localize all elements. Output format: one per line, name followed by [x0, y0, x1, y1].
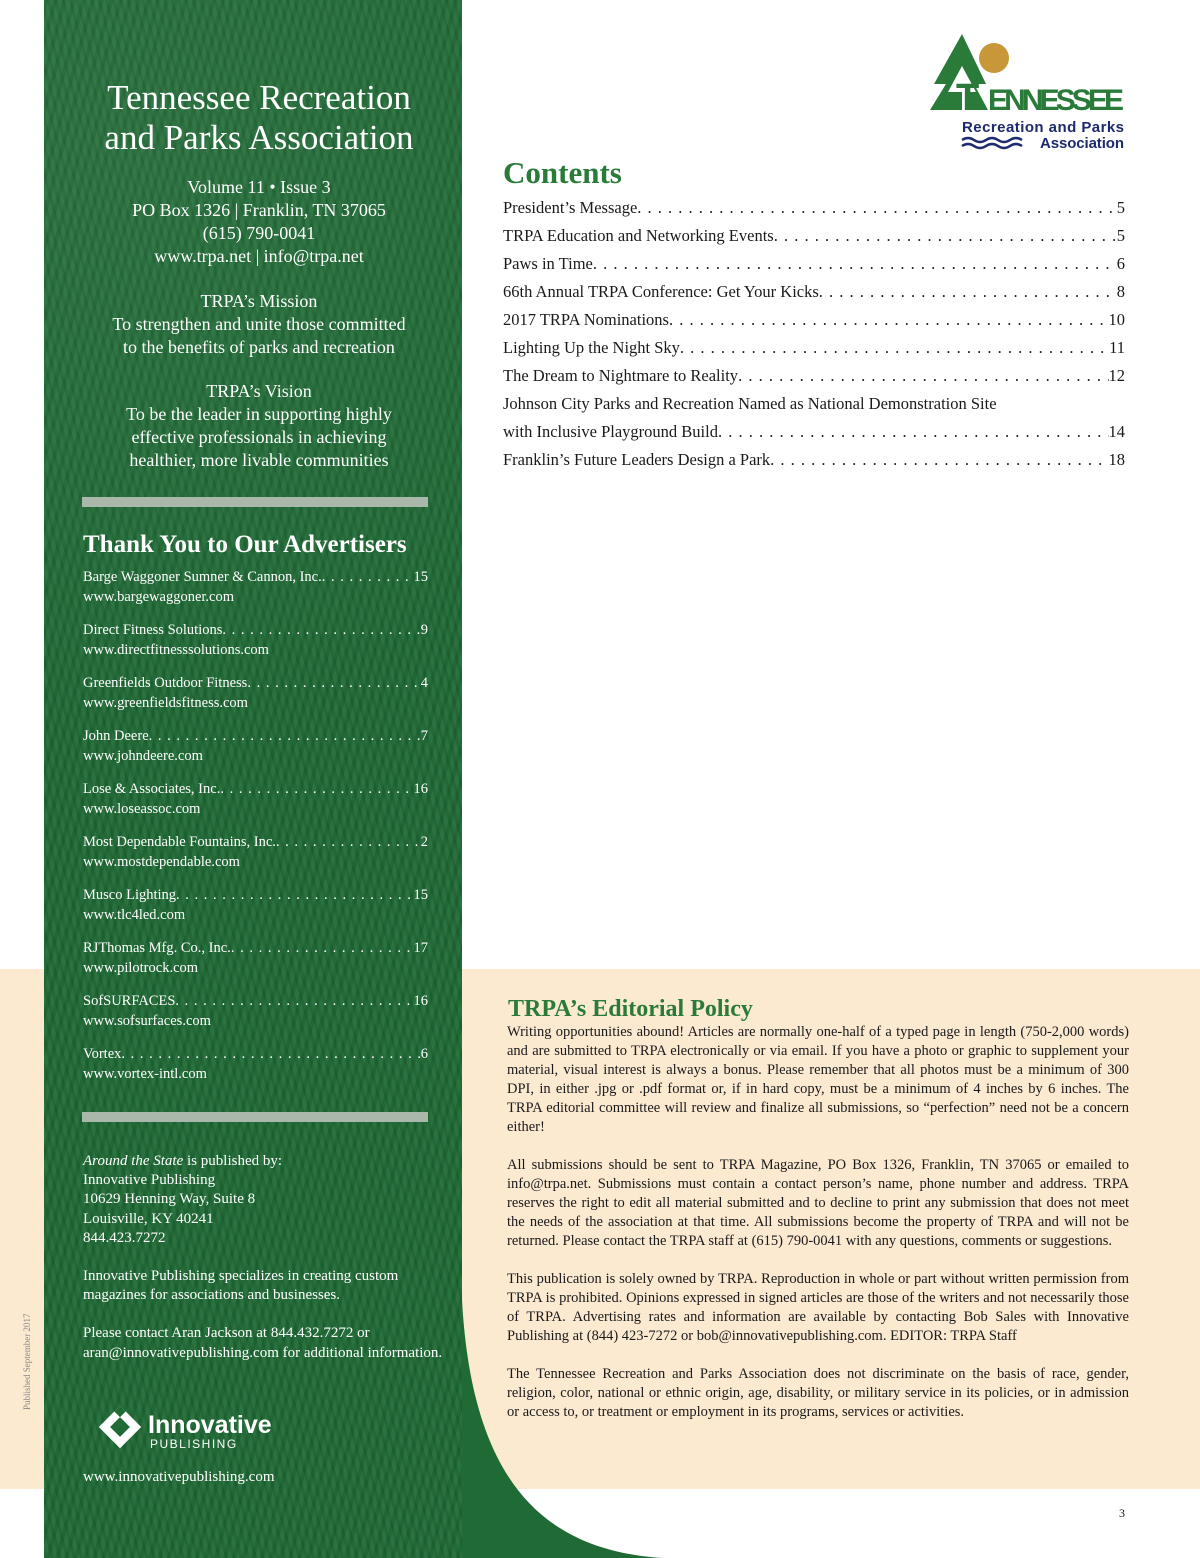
dot-leader	[276, 832, 421, 852]
advertiser-page: 6	[420, 1046, 428, 1062]
advertiser-name: SofSURFACES	[83, 993, 176, 1009]
publisher-street: 10629 Henning Way, Suite 8	[83, 1191, 256, 1208]
advertisers-list	[83, 567, 428, 1097]
advertiser-name: Most Dependable Fountains, Inc.	[83, 834, 276, 850]
advertiser-url[interactable]: www.johndeere.com	[83, 748, 203, 764]
dot-leader	[220, 779, 413, 799]
svg-text:ENNESSEE: ENNESSEE	[988, 84, 1124, 117]
mission-block: TRPA’s Mission To strengthen and unite those committed to the benefits of parks and recreation	[44, 290, 474, 359]
advertiser-page: 9	[420, 622, 428, 638]
org-address: PO Box 1326 | Franklin, TN 37065	[132, 200, 386, 220]
contents-item-title: Franklin’s Future Leaders Design a Park	[503, 450, 771, 469]
dot-leader	[637, 196, 1116, 220]
dot-leader	[738, 364, 1108, 388]
publisher-url[interactable]: www.innovativepublishing.com	[83, 1469, 275, 1485]
contents-item-page: 5	[1116, 198, 1125, 217]
advertiser-name: Musco Lighting	[83, 887, 177, 903]
svg-text:PUBLISHING: PUBLISHING	[150, 1437, 238, 1451]
advertiser-page: 15	[413, 887, 428, 903]
contents-item-page: 6	[1116, 254, 1125, 273]
contents-item-title: TRPA Education and Networking Events	[503, 226, 774, 245]
svg-text:Association: Association	[1040, 135, 1124, 152]
editorial-paragraph: The Tennessee Recreation and Parks Association does not discriminate on the basis of race, gender, religion, color, national or ethnic origin, age, disability, or military service in its policies, or in admission or access to, or treatment or employment in its programs, services or activities.	[507, 1366, 1129, 1420]
advertiser-name: John Deere	[83, 728, 149, 744]
advertiser-page: 4	[420, 675, 428, 691]
contents-item-title: President’s Message	[503, 198, 638, 217]
contents-item-page: 5	[1116, 226, 1125, 245]
advertiser-row	[83, 779, 428, 799]
advertiser-page: 2	[420, 834, 428, 850]
contents-item[interactable]	[503, 308, 1125, 336]
magazine-title: Around the State	[83, 1153, 184, 1169]
dot-leader	[770, 448, 1108, 472]
contents-item-page: 11	[1109, 338, 1125, 357]
dot-leader	[680, 336, 1109, 360]
advertiser-item	[83, 885, 428, 938]
contents-item[interactable]	[503, 224, 1125, 252]
dot-leader	[774, 224, 1117, 248]
advertiser-item	[83, 673, 428, 726]
water-icon	[962, 138, 1022, 148]
advertiser-page: 16	[413, 781, 428, 797]
contents-item-title: with Inclusive Playground Build	[503, 422, 718, 441]
advertiser-name: RJThomas Mfg. Co., Inc.	[83, 940, 231, 956]
page-number: 3	[1119, 1506, 1125, 1520]
advertiser-url[interactable]: www.loseassoc.com	[83, 801, 201, 817]
advertiser-row	[83, 673, 428, 693]
org-contact	[44, 176, 474, 268]
contents-item-page: 14	[1108, 422, 1125, 441]
contents-item[interactable]	[503, 280, 1125, 308]
advertiser-page: 15	[413, 569, 428, 585]
dot-leader	[176, 885, 413, 905]
publisher-specializes: Innovative Publishing specializes in creating custom magazines for associations and businesses.	[83, 1268, 399, 1304]
contents-item[interactable]	[503, 252, 1125, 280]
dot-leader	[819, 280, 1117, 304]
advertiser-row	[83, 1044, 428, 1064]
advertiser-item	[83, 832, 428, 885]
advertiser-page: 17	[413, 940, 428, 956]
contents-item[interactable]	[503, 364, 1125, 392]
advertiser-name: Direct Fitness Solutions	[83, 622, 223, 638]
contents-item-title: Lighting Up the Night Sky	[503, 338, 680, 357]
advertiser-item	[83, 991, 428, 1044]
advertiser-row	[83, 938, 428, 958]
volume-issue: Volume 11 • Issue 3	[187, 177, 331, 197]
dot-leader	[231, 938, 414, 958]
svg-text:Recreation and Parks: Recreation and Parks	[962, 119, 1124, 136]
contents-item-title: 2017 TRPA Nominations	[503, 310, 669, 329]
trpa-logo	[928, 34, 1128, 154]
contents-item[interactable]	[503, 420, 1125, 448]
editorial-paragraph: Writing opportunities abound! Articles are normally one-half of a typed page in length (750-2,000 words) and are submitted to TRPA electronically or via email. If you have a photo or graphic to supplement your material, visual interest is always a bonus. Please remember that all photos must be a minimum of 300 DPI, in either .jpg or .pdf format or, if in hard copy, must be a minimum of 4 inches by 6 inches. The TRPA editorial committee will review and finalize all submissions, so “perfection” need not be a concern either!	[507, 1024, 1129, 1135]
contents-list	[503, 196, 1125, 476]
advertiser-row	[83, 726, 428, 746]
sun-icon	[979, 43, 1009, 73]
dot-leader	[669, 308, 1109, 332]
dot-leader	[718, 420, 1109, 444]
advertiser-item	[83, 726, 428, 779]
divider	[82, 1112, 428, 1122]
vision-block: TRPA’s Vision To be the leader in supporting highly effective professionals in achieving healthier, more livable communities	[44, 380, 474, 472]
contents-item[interactable]	[503, 392, 1125, 420]
advertiser-item	[83, 1044, 428, 1097]
contents-item-title: 66th Annual TRPA Conference: Get Your Kicks	[503, 282, 819, 301]
publisher-name: Innovative Publishing	[83, 1172, 216, 1189]
contents-item-title: Paws in Time	[503, 254, 593, 273]
svg-text:T: T	[956, 77, 980, 119]
contents-item-page: 10	[1108, 310, 1125, 329]
advertiser-row	[83, 832, 428, 852]
contents-item-title: Johnson City Parks and Recreation Named as National Demonstration Site	[503, 394, 997, 413]
dot-leader	[593, 252, 1117, 276]
contents-item-page: 8	[1116, 282, 1125, 301]
advertiser-name: Vortex	[83, 1046, 122, 1062]
innovative-publishing-logo	[96, 1403, 296, 1453]
advertiser-page: 7	[420, 728, 428, 744]
advertiser-item	[83, 567, 428, 620]
contents-item[interactable]	[503, 448, 1125, 476]
dot-leader	[149, 726, 421, 746]
advertiser-row	[83, 991, 428, 1011]
publisher-info: Around the State is published by: Innovative Publishing 10629 Henning Way, Suite 8 Louisville, KY 40241 844.423.7272 Innovative Publishing specializes in creating custom magazines for associations and businesses. Please contact Aran Jackson at 844.432.7272 or aran@innovativepublishing.com for additional information.	[83, 1152, 443, 1382]
mission-heading: TRPA’s Mission	[200, 291, 318, 311]
editorial-title: TRPA’s Editorial Policy	[508, 996, 753, 1022]
contents-item-page: 18	[1108, 450, 1125, 469]
editorial-paragraph: This publication is solely owned by TRPA. Reproduction in whole or part without written permission from TRPA is prohibited. Opinions expressed in signed articles are those of the writers and not necessarily those of TRPA. Advertising rates and information are available by contacting Bob Sales with Innovative Publishing at (844) 423-7272 or bob@innovativepublishing.com. EDITOR: TRPA Staff	[507, 1271, 1129, 1344]
org-phone: (615) 790-0041	[202, 223, 316, 243]
dot-leader	[247, 673, 420, 693]
contents-item-page: 12	[1108, 366, 1125, 385]
advertiser-url[interactable]: www.tlc4led.com	[83, 907, 186, 923]
contents-title: Contents	[503, 155, 622, 190]
contents-item[interactable]	[503, 336, 1125, 364]
advertiser-row	[83, 885, 428, 905]
advertiser-name: Lose & Associates, Inc.	[83, 781, 221, 797]
advertiser-item	[83, 779, 428, 832]
advertiser-url[interactable]: www.greenfieldsfitness.com	[83, 695, 248, 711]
publisher-contact: Please contact Aran Jackson at 844.432.7272 or aran@innovativepublishing.com for additional information.	[83, 1325, 443, 1361]
publisher-phone: 844.423.7272	[83, 1229, 166, 1246]
advertiser-name: Greenfields Outdoor Fitness	[83, 675, 248, 691]
dot-leader	[121, 1044, 420, 1064]
dot-leader	[222, 620, 420, 640]
advertisers-heading: Thank You to Our Advertisers	[83, 531, 407, 558]
advertiser-item	[83, 938, 428, 991]
advertiser-url[interactable]: www.sofsurfaces.com	[83, 1013, 211, 1029]
sidebar	[44, 0, 462, 1558]
divider	[82, 497, 428, 507]
advertiser-url[interactable]: www.vortex-intl.com	[83, 1066, 207, 1082]
published-date-note: Published September 2017	[22, 1313, 32, 1410]
advertiser-url[interactable]: www.pilotrock.com	[83, 960, 199, 976]
editorial-paragraph: All submissions should be sent to TRPA Magazine, PO Box 1326, Franklin, TN 37065 or emailed to info@trpa.net. Submissions must contain a contact person’s name, phone number and address. TRPA reserves the right to edit all material submitted and to decline to print any submission that does not meet the needs of the association at that time. All submissions become the property of TRPA and will not be returned. Please contact the TRPA staff at (615) 790-0041 with any questions, comments or suggestions.	[507, 1157, 1129, 1249]
org-web-email: www.trpa.net | info@trpa.net	[154, 246, 364, 266]
advertiser-row	[83, 620, 428, 640]
advertiser-url[interactable]: www.mostdependable.com	[83, 854, 240, 870]
advertiser-url[interactable]: www.bargewaggoner.com	[83, 589, 234, 605]
advertiser-item	[83, 620, 428, 673]
dot-leader	[175, 991, 413, 1011]
publisher-city: Louisville, KY 40241	[83, 1210, 214, 1227]
contents-item[interactable]	[503, 196, 1125, 224]
dot-leader	[322, 567, 414, 587]
editorial-body	[507, 1023, 1129, 1441]
svg-text:Innovative: Innovative	[148, 1411, 272, 1439]
advertiser-name: Barge Waggoner Sumner & Cannon, Inc.	[83, 569, 322, 585]
contents-item-title: The Dream to Nightmare to Reality	[503, 366, 739, 385]
advertiser-url[interactable]: www.directfitnesssolutions.com	[83, 642, 269, 658]
org-name: Tennessee Recreation and Parks Association	[104, 78, 414, 157]
advertiser-row	[83, 567, 428, 587]
advertiser-page: 16	[413, 993, 428, 1009]
vision-heading: TRPA’s Vision	[206, 381, 312, 401]
